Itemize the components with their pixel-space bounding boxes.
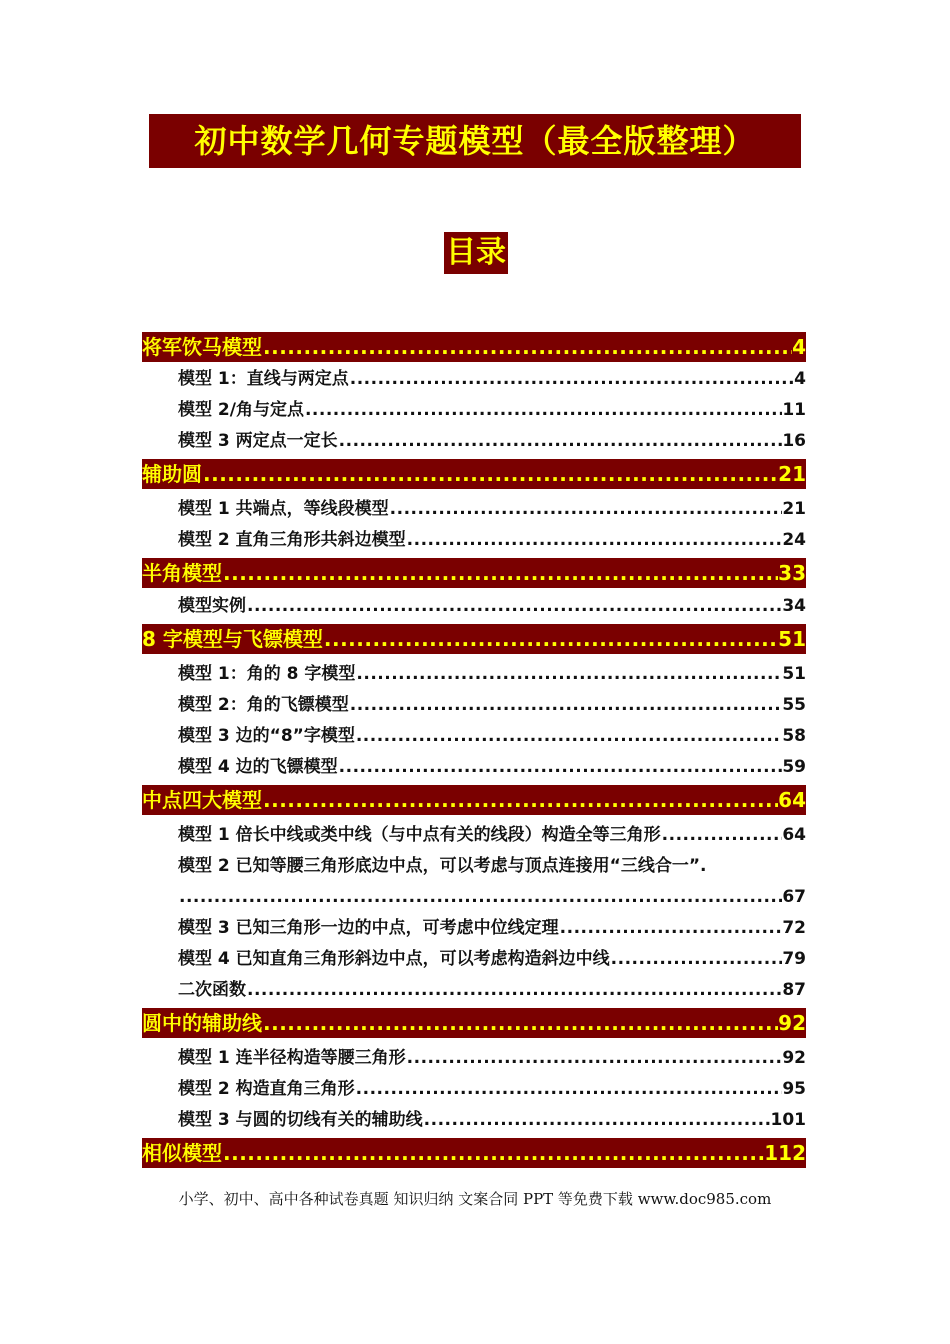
toc-section[interactable] <box>142 459 806 489</box>
toc-label: 二次函数 <box>178 980 246 1000</box>
toc-item[interactable] <box>178 977 806 1003</box>
toc-item[interactable] <box>178 593 806 619</box>
toc-page-number: 4 <box>794 369 806 389</box>
toc-label: 模型 3 已知三角形一边的中点，可考虑中位线定理 <box>178 918 559 938</box>
toc-page-number: 87 <box>782 980 806 1000</box>
toc-page-number: 59 <box>782 757 806 777</box>
toc-page-number: 95 <box>782 1079 806 1099</box>
toc-leader-dots <box>178 884 782 910</box>
toc-leader-dots <box>304 397 782 423</box>
toc-label: 模型 2 已知等腰三角形底边中点，可以考虑与顶点连接用“三线合一”. <box>178 856 707 876</box>
toc-item[interactable] <box>178 397 806 423</box>
toc-label: 模型 2 构造直角三角形 <box>178 1079 355 1099</box>
toc-leader-dots <box>355 1076 783 1102</box>
toc-item[interactable] <box>178 496 806 522</box>
toc-label: 模型实例 <box>178 596 246 616</box>
toc-item[interactable] <box>178 1045 806 1071</box>
toc-label: 模型 3 边的“8”字模型 <box>178 726 355 746</box>
toc-leader-dots <box>406 1045 783 1071</box>
toc-page-number: 92 <box>782 1048 806 1068</box>
toc-label: 中点四大模型 <box>142 788 262 812</box>
toc-leader-dots <box>246 593 782 619</box>
toc-label: 辅助圆 <box>142 462 202 486</box>
toc-page-number: 24 <box>782 530 806 550</box>
toc-leader-dots <box>355 723 782 749</box>
toc-label: 模型 1 共端点，等线段模型 <box>178 499 389 519</box>
toc-label: 模型 2 直角三角形共斜边模型 <box>178 530 406 550</box>
toc-section[interactable] <box>142 1008 806 1038</box>
toc-label: 将军饮马模型 <box>142 335 262 359</box>
document-title: 初中数学几何专题模型（最全版整理） <box>149 114 801 168</box>
footer-text: 小学、初中、高中各种试卷真题 知识归纳 文案合同 PPT 等免费下载 www.doc985.com <box>178 1190 772 1208</box>
toc-page-number: 58 <box>782 726 806 746</box>
toc-leader-dots <box>355 661 782 687</box>
toc-leader-dots <box>222 1138 764 1168</box>
toc-page-number: 33 <box>778 561 806 585</box>
toc-leader-dots <box>323 624 778 654</box>
toc-label: 相似模型 <box>142 1141 222 1165</box>
toc-page-number: 51 <box>778 627 806 651</box>
toc-leader-dots <box>406 527 783 553</box>
toc-leader-dots <box>349 692 783 718</box>
toc-page-number: 112 <box>764 1141 806 1165</box>
toc-label: 模型 3 两定点一定长 <box>178 431 338 451</box>
toc-section[interactable] <box>142 785 806 815</box>
toc-page-number: 64 <box>782 825 806 845</box>
toc-section[interactable] <box>142 332 806 362</box>
toc-section[interactable] <box>142 1138 806 1168</box>
toc-page-number: 21 <box>782 499 806 519</box>
toc-label: 模型 4 边的飞镖模型 <box>178 757 338 777</box>
toc-section[interactable] <box>142 624 806 654</box>
toc-leader-dots <box>222 558 778 588</box>
toc-label: 半角模型 <box>142 561 222 585</box>
toc-page-number: 92 <box>778 1011 806 1035</box>
toc-label: 模型 2：角的飞镖模型 <box>178 695 349 715</box>
toc-item[interactable] <box>178 1107 806 1133</box>
toc-item[interactable] <box>178 1076 806 1102</box>
toc-leader-dots <box>338 428 783 454</box>
toc-label: 模型 1 倍长中线或类中线（与中点有关的线段）构造全等三角形 <box>178 825 661 845</box>
toc-item[interactable] <box>178 853 806 879</box>
toc-item[interactable] <box>178 527 806 553</box>
toc-leader-dots <box>202 459 778 489</box>
toc-label: 圆中的辅助线 <box>142 1011 262 1035</box>
toc-item[interactable] <box>178 884 806 910</box>
toc-item[interactable] <box>178 661 806 687</box>
toc-label: 8 字模型与飞镖模型 <box>142 627 323 651</box>
toc-page-number: 16 <box>782 431 806 451</box>
toc-page-number: 72 <box>782 918 806 938</box>
toc-item[interactable] <box>178 822 806 848</box>
toc-leader-dots <box>423 1107 771 1133</box>
toc-leader-dots <box>338 754 783 780</box>
toc-page-number: 64 <box>778 788 806 812</box>
toc-item[interactable] <box>178 723 806 749</box>
toc-leader-dots <box>661 822 783 848</box>
toc-leader-dots <box>262 1008 778 1038</box>
toc-page-number: 79 <box>782 949 806 969</box>
toc-item[interactable] <box>178 946 806 972</box>
toc-page-number: 67 <box>782 887 806 907</box>
toc-page-number: 4 <box>792 335 806 359</box>
toc-item[interactable] <box>178 754 806 780</box>
toc-page-number: 21 <box>778 462 806 486</box>
toc-item[interactable] <box>178 428 806 454</box>
toc-label: 模型 4 已知直角三角形斜边中点，可以考虑构造斜边中线 <box>178 949 610 969</box>
toc-page-number: 51 <box>782 664 806 684</box>
toc-leader-dots <box>262 785 778 815</box>
toc-leader-dots <box>246 977 782 1003</box>
toc-heading: 目录 <box>444 232 508 274</box>
toc-label: 模型 2/角与定点 <box>178 400 304 420</box>
toc-page-number: 34 <box>782 596 806 616</box>
toc-leader-dots <box>559 915 783 941</box>
toc-item[interactable] <box>178 692 806 718</box>
toc-page-number: 11 <box>782 400 806 420</box>
toc-label: 模型 1：直线与两定点 <box>178 369 349 389</box>
toc-page-number: 55 <box>782 695 806 715</box>
toc-leader-dots <box>262 332 792 362</box>
toc-leader-dots <box>349 366 794 392</box>
toc-item[interactable] <box>178 366 806 392</box>
toc-item[interactable] <box>178 915 806 941</box>
toc-page-number: 101 <box>770 1110 806 1130</box>
toc-leader-dots <box>610 946 783 972</box>
toc-leader-dots <box>389 496 783 522</box>
toc-section[interactable] <box>142 558 806 588</box>
toc-label: 模型 1：角的 8 字模型 <box>178 664 356 684</box>
toc-label: 模型 1 连半径构造等腰三角形 <box>178 1048 406 1068</box>
toc-label: 模型 3 与圆的切线有关的辅助线 <box>178 1110 423 1130</box>
